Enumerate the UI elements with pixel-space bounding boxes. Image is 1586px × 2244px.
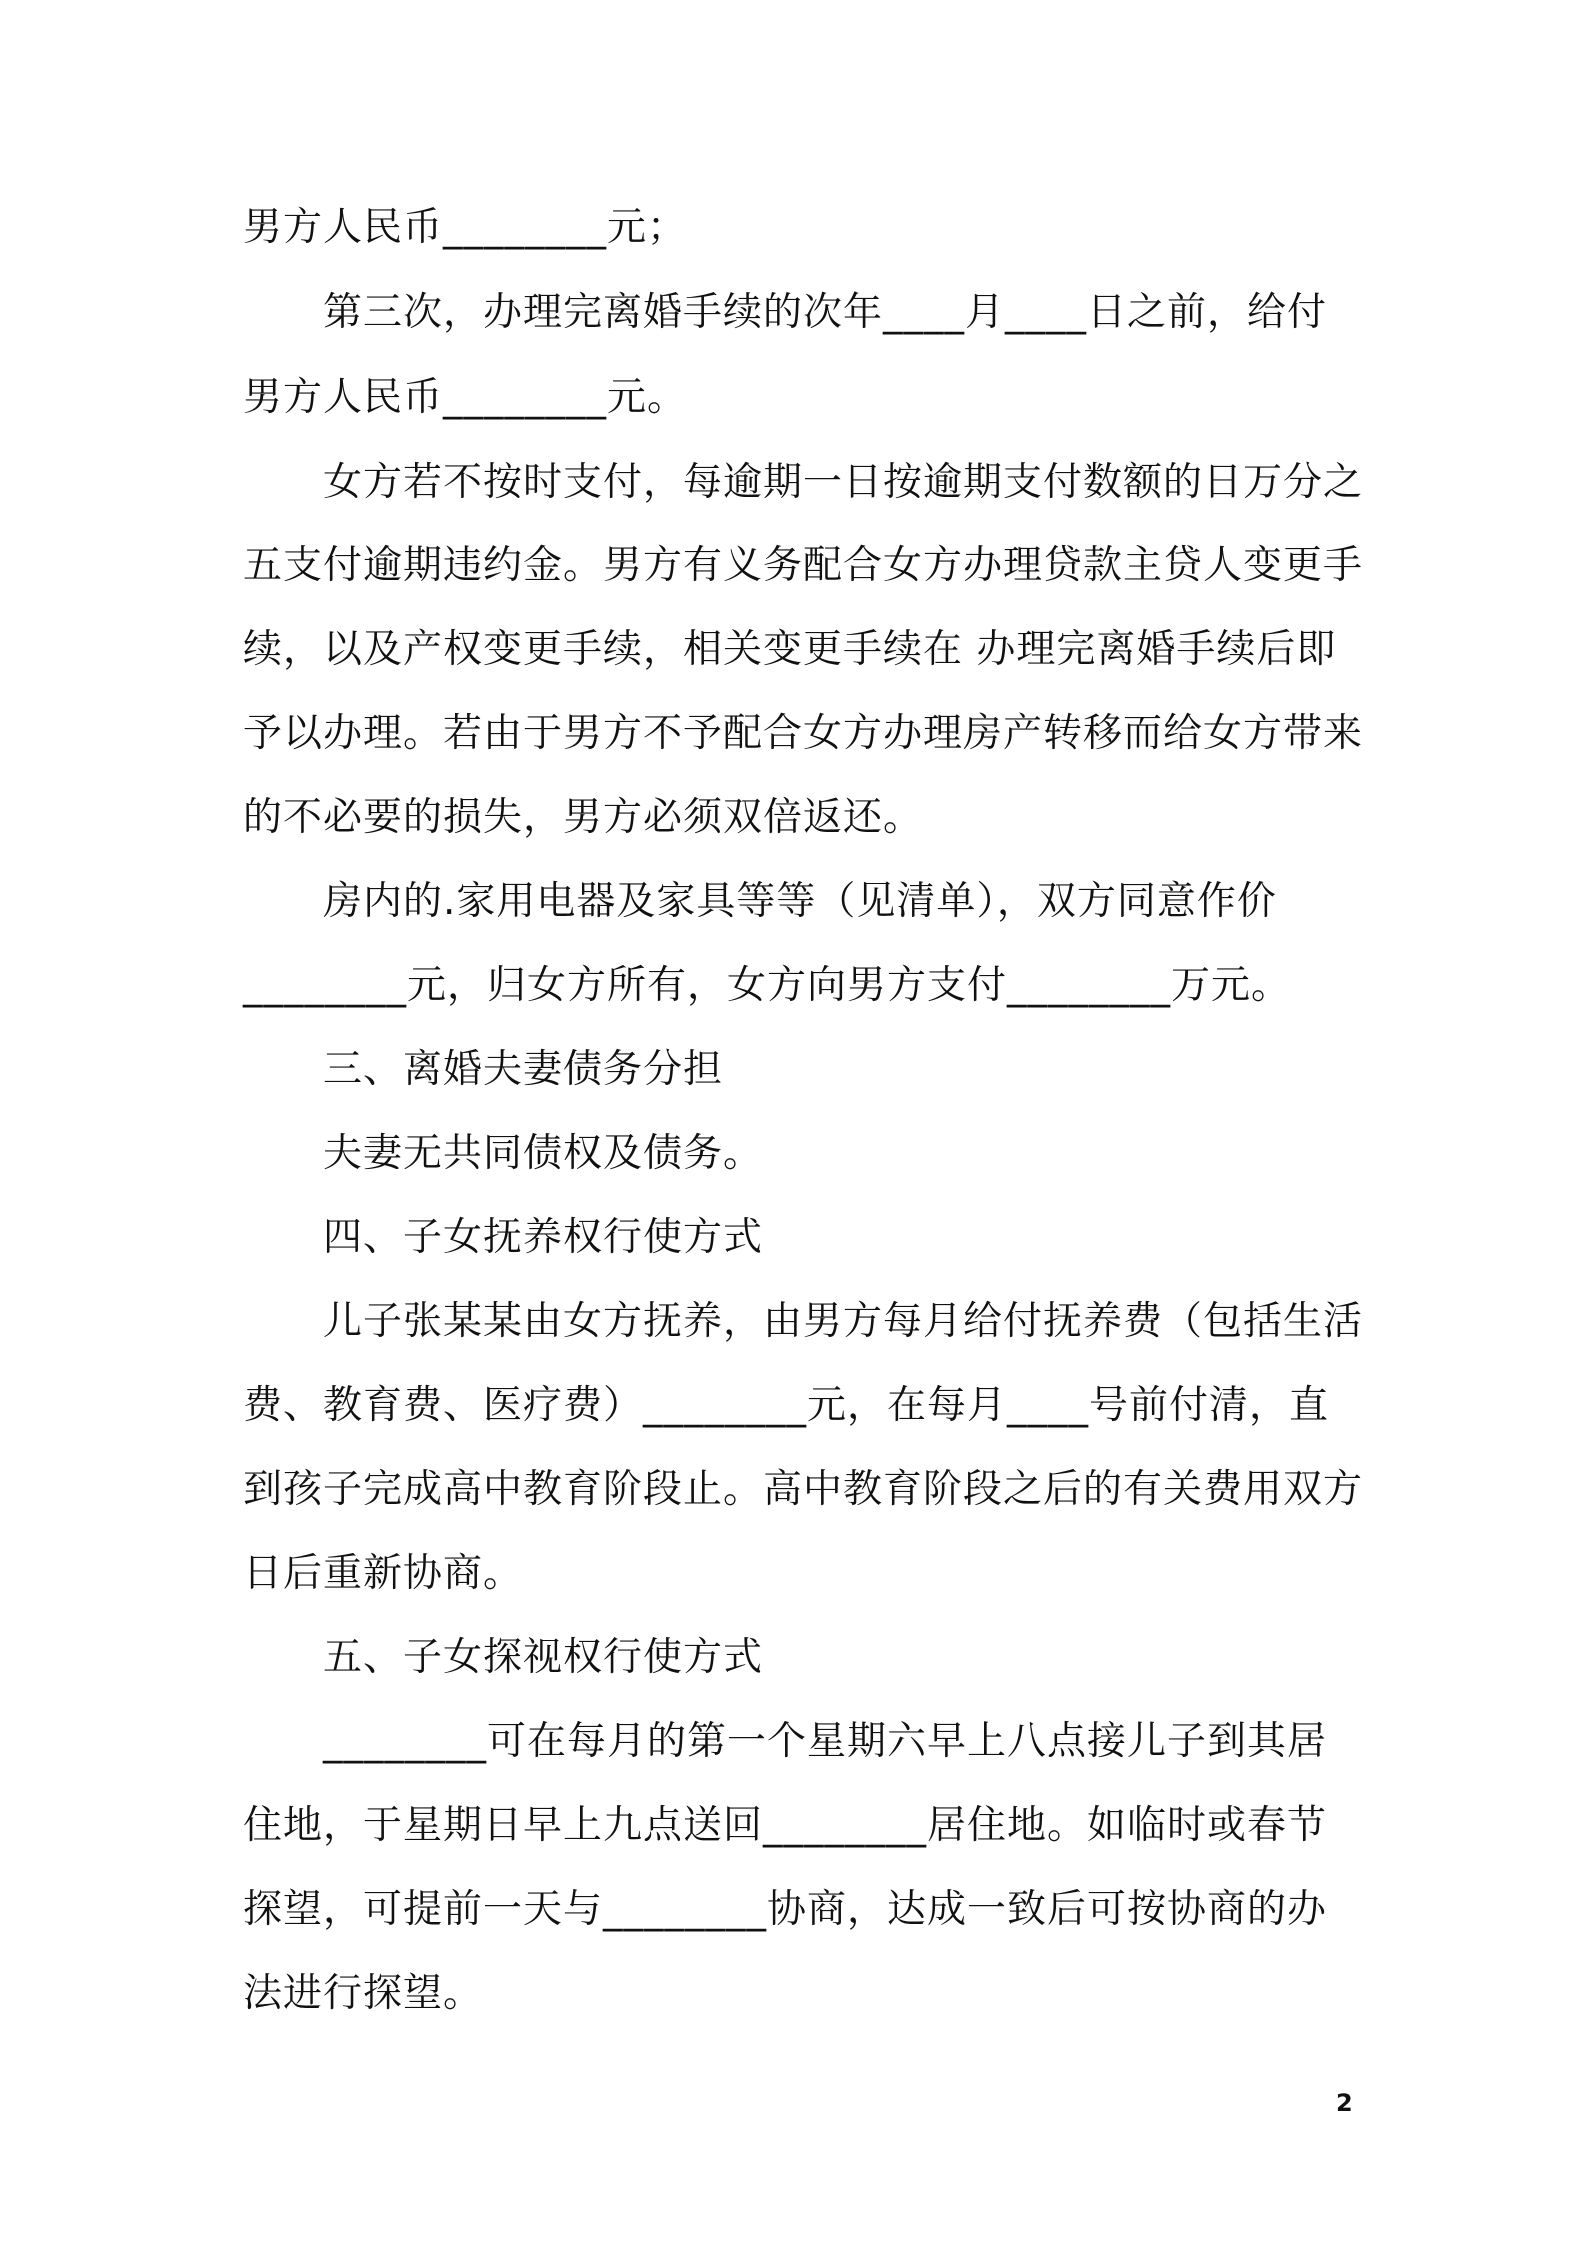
text-line: 五支付逾期违约金。男方有义务配合女方办理贷款主贷人变更手 (243, 543, 1364, 588)
text-line: ________元，归女方所有，女方向男方支付________万元。 (243, 963, 1292, 1008)
text-line: 男方人民币________元。 (243, 375, 688, 420)
text-line: 法进行探望。 (243, 1971, 484, 2016)
text-line: 住地，于星期日早上九点送回________居住地。如临时或春节 (243, 1803, 1328, 1848)
page-number: 2 (1336, 2089, 1353, 2117)
section-heading: 五、子女探视权行使方式 (323, 1635, 764, 1680)
text-line: 女方若不按时支付，每逾期一日按逾期支付数额的日万分之 (323, 460, 1364, 505)
section-heading: 三、离婚夫妻债务分担 (323, 1047, 724, 1092)
text-line: 的不必要的损失，男方必须双倍返还。 (243, 795, 924, 840)
section-heading: 四、子女抚养权行使方式 (323, 1215, 764, 1260)
text-line: 续，以及产权变更手续，相关变更手续在 办理完离婚手续后即 (243, 627, 1337, 672)
text-line: 日后重新协商。 (243, 1551, 524, 1596)
text-line: 男方人民币________元； (243, 205, 688, 250)
text-line: 第三次，办理完离婚手续的次年____月____日之前，给付 (323, 290, 1328, 335)
text-line: 儿子张某某由女方抚养，由男方每月给付抚养费（包括生活 (323, 1299, 1364, 1344)
text-line: 费、教育费、医疗费）________元，在每月____号前付清，直 (243, 1383, 1330, 1428)
text-line: 予以办理。若由于男方不予配合女方办理房产转移而给女方带来 (243, 711, 1364, 756)
text-line: 房内的.家用电器及家具等等（见清单），双方同意作价 (323, 879, 1277, 924)
text-line: 夫妻无共同债权及债务。 (323, 1131, 764, 1176)
text-line: 探望，可提前一天与________协商，达成一致后可按协商的办 (243, 1887, 1328, 1932)
text-line: ________可在每月的第一个星期六早上八点接儿子到其居 (323, 1719, 1328, 1764)
text-line: 到孩子完成高中教育阶段止。高中教育阶段之后的有关费用双方 (243, 1467, 1364, 1512)
